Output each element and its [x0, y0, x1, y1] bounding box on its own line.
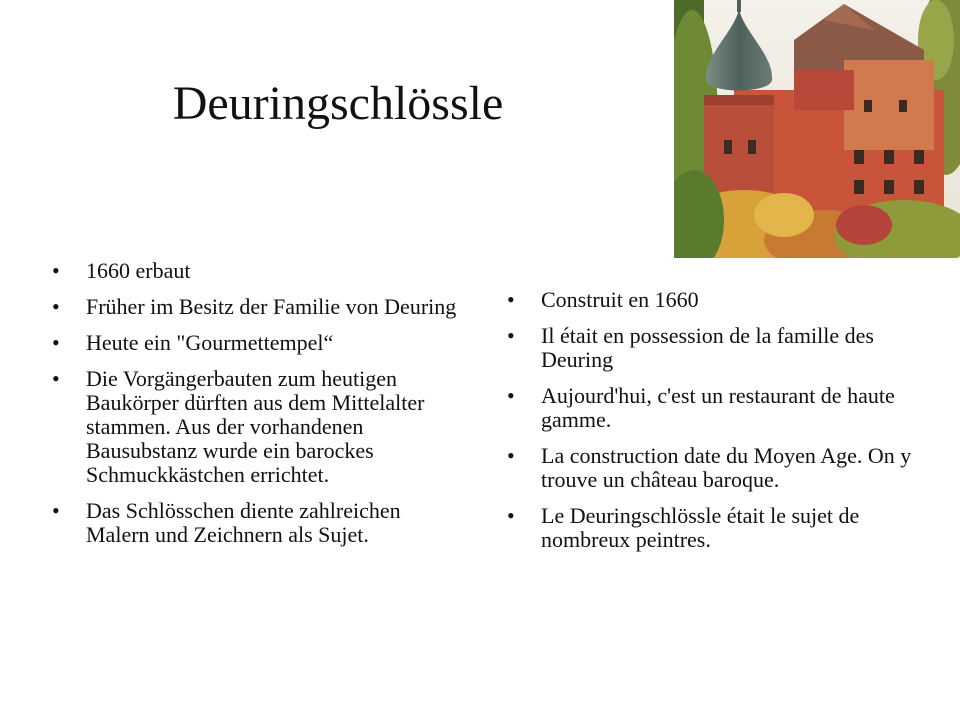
french-bullet-list [505, 288, 925, 564]
french-bullet-item: • Aujourd'hui, c'est un restaurant de haute gamme. [505, 384, 925, 432]
slide-title: Deuringschlössle [172, 77, 504, 130]
german-bullet-item: • Das Schlösschen diente zahlreichen Malern und Zeichnern als Sujet. [50, 499, 460, 547]
castle-image-icon [674, 0, 960, 258]
french-bullet-item: • Construit en 1660 [505, 288, 925, 312]
german-bullet-item: • Früher im Besitz der Familie von Deuring [50, 295, 460, 319]
german-bullet-list [50, 259, 460, 559]
french-bullet-item: • Il était en possession de la famille des Deuring [505, 324, 925, 372]
french-bullet-item: • Le Deuringschlössle était le sujet de nombreux peintres. [505, 504, 925, 552]
french-bullet-item: • La construction date du Moyen Age. On y trouve un château baroque. [505, 444, 925, 492]
german-bullet-item: • Die Vorgängerbauten zum heutigen Baukörper dürften aus dem Mittelalter stammen. Aus der vorhandenen Bausubstanz wurde ein barockes Schmuckkästchen errichtet. [50, 367, 460, 487]
castle-photo [674, 0, 960, 258]
german-bullet-item: • Heute ein "Gourmettempel“ [50, 331, 460, 355]
german-bullet-item: • 1660 erbaut [50, 259, 460, 283]
